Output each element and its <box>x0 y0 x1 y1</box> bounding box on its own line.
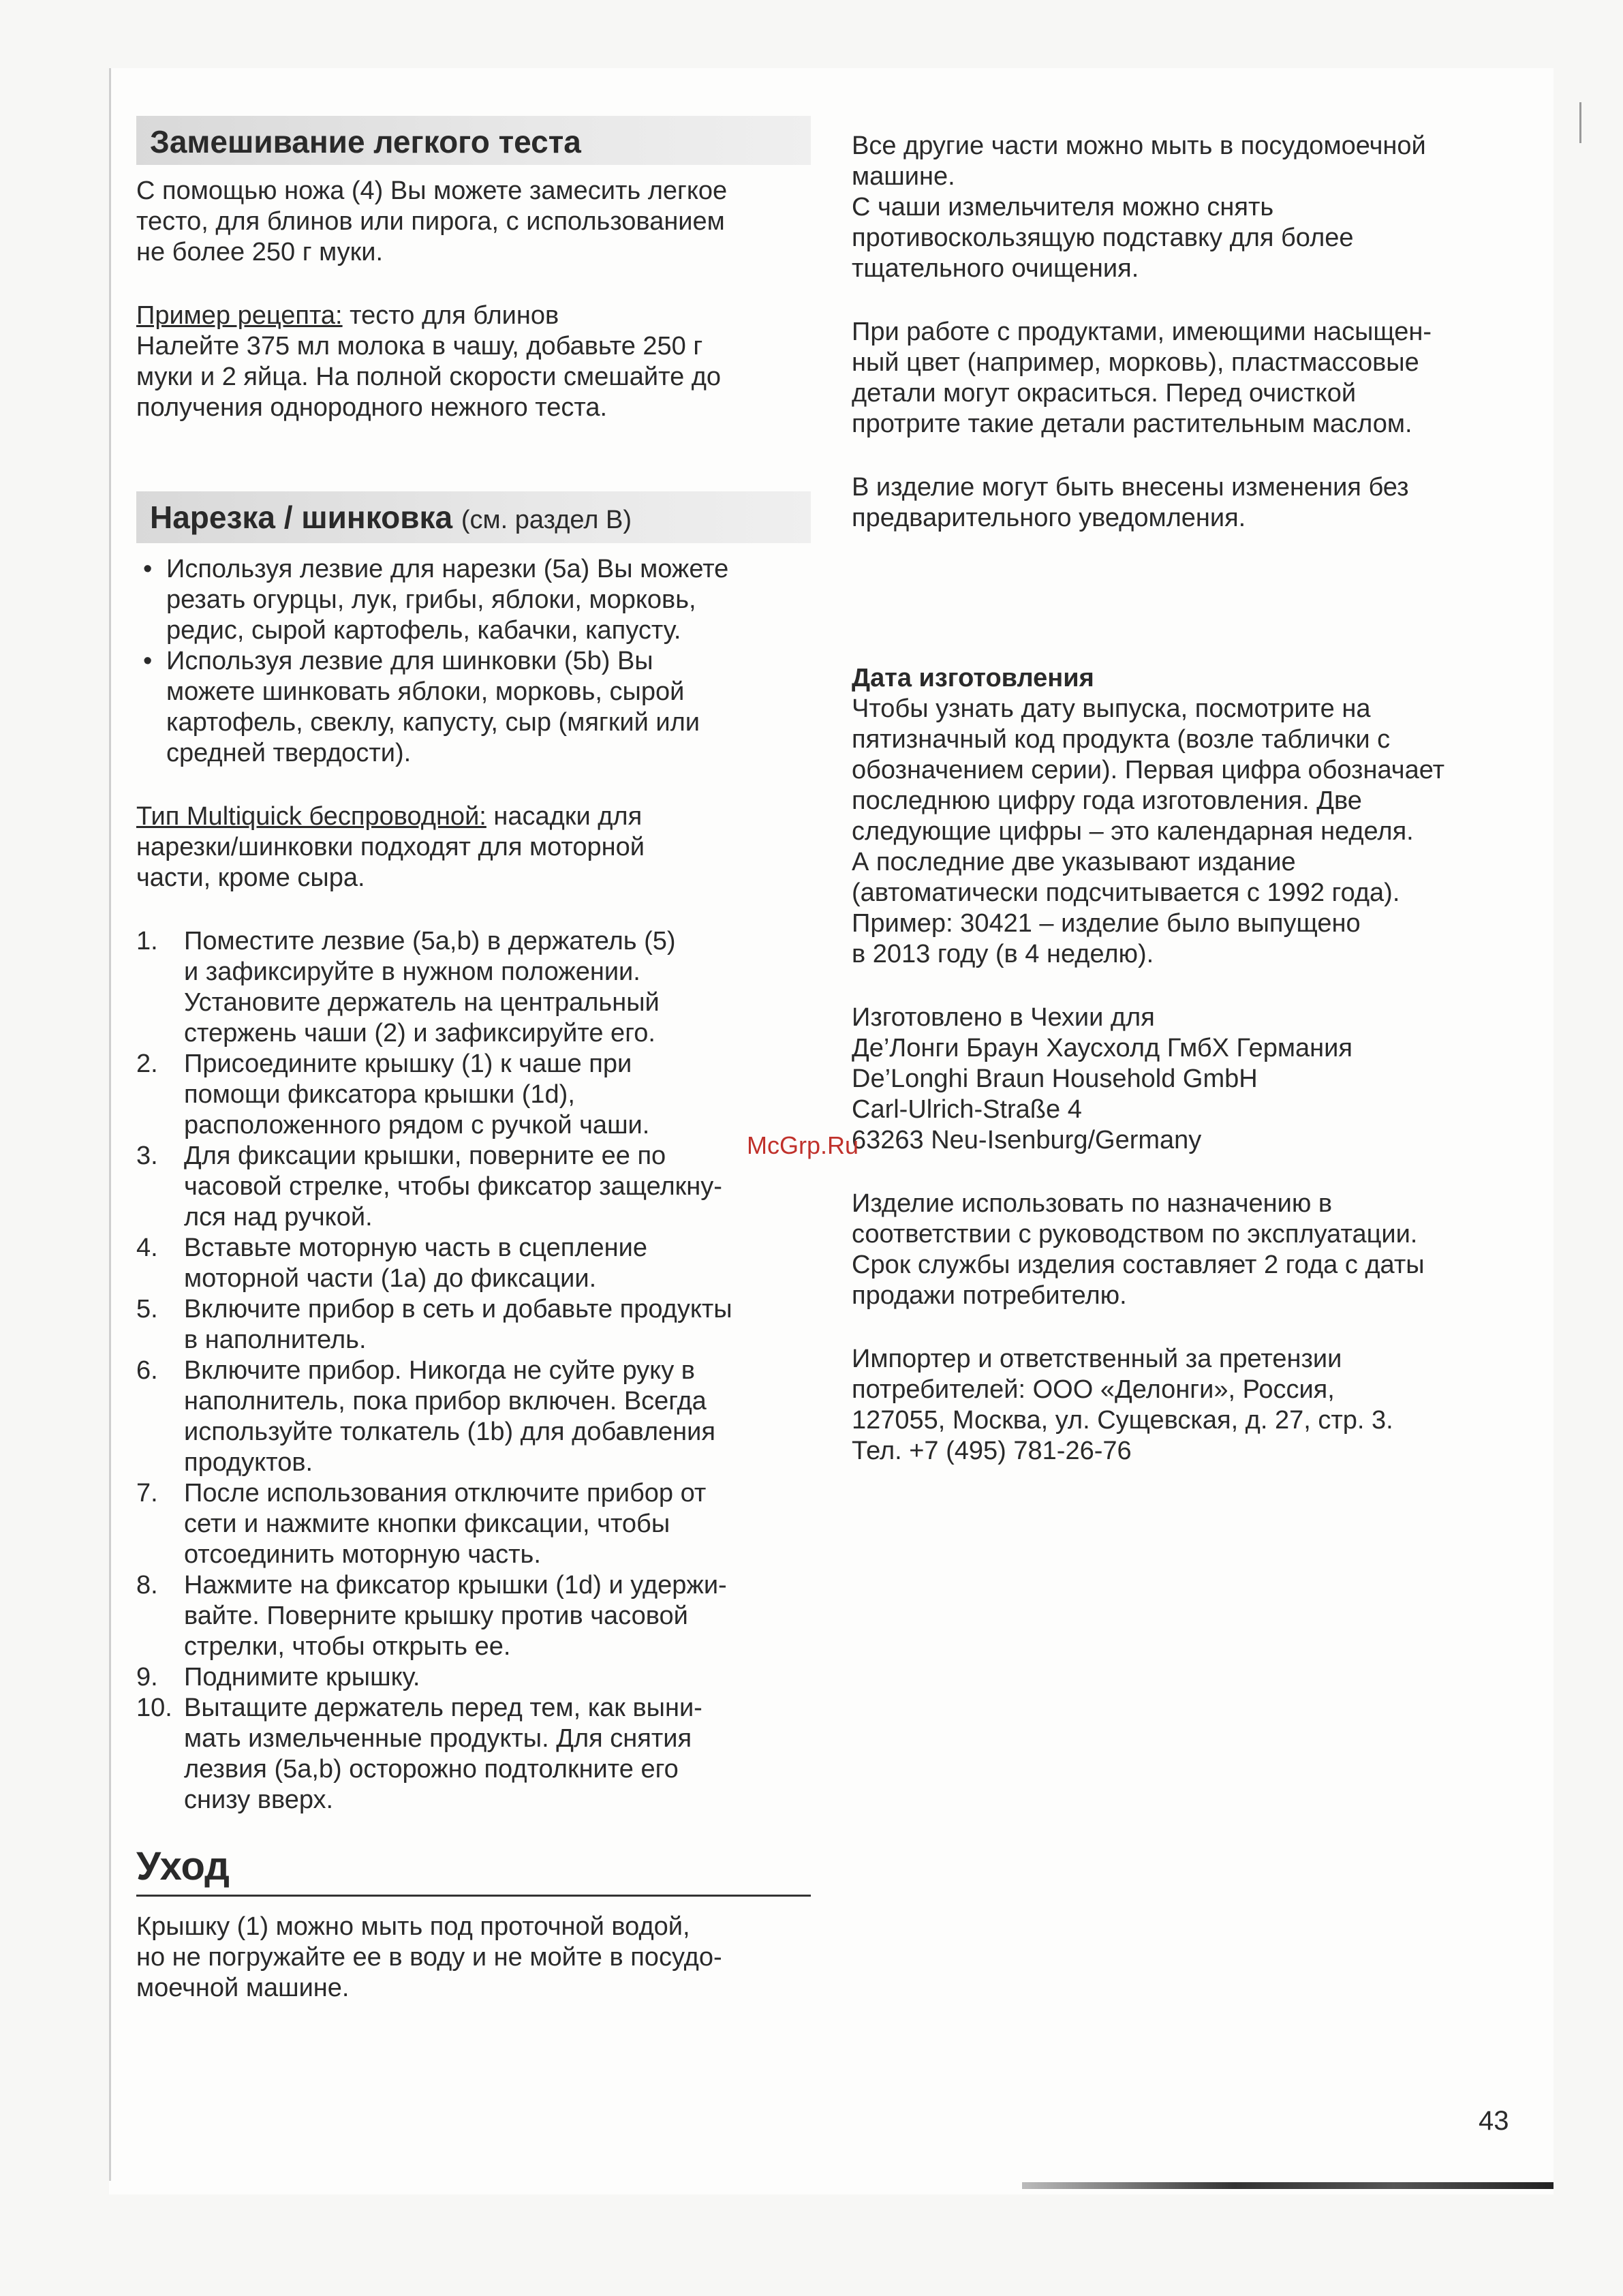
step-number: 6. <box>136 1356 158 1385</box>
recipe-line: получения однородного нежного теста. <box>136 393 608 422</box>
slicing-title: Нарезка / шинковка <box>150 500 453 535</box>
recipe-label: Пример рецепта: <box>136 301 343 330</box>
bullet-item <box>136 646 811 769</box>
recipe-line: муки и 2 яйца. На полной скорости смешайте до <box>136 363 722 391</box>
step-line: Вставьте моторную часть в сцепление <box>184 1234 647 1262</box>
step-line: лезвия (5a,b) осторожно подтолкните его <box>184 1755 679 1784</box>
step-line: Для фиксации крышки, поверните ее по <box>184 1142 666 1170</box>
date-line: обозначением серии). Первая цифра обозначает <box>852 756 1444 784</box>
scan-edge-bottom <box>1022 2182 1554 2189</box>
recipe-line: Налейте 375 мл молока в чашу, добавьте 250 г <box>136 332 703 361</box>
bullet-item <box>136 554 811 646</box>
date-line: (автоматически подсчитывается с 1992 года). <box>852 878 1400 907</box>
watermark-link[interactable]: McGrp.Ru <box>747 1131 859 1159</box>
left-column <box>136 116 811 2004</box>
step-item <box>136 926 811 1049</box>
maker-line: Carl-Ulrich-Straße 4 <box>852 1095 1082 1124</box>
wash-line: С чаши измельчителя можно снять <box>852 193 1274 221</box>
color-line: протрите такие детали растительным маслом. <box>852 410 1412 438</box>
step-line: и зафиксируйте в нужном положении. <box>184 958 640 986</box>
step-line: часовой стрелке, чтобы фиксатор защелкну- <box>184 1172 722 1201</box>
step-line: стрелки, чтобы открыть ее. <box>184 1632 511 1661</box>
recipe-intro <box>136 301 811 331</box>
importer-line: Импортер и ответственный за претензии <box>852 1345 1342 1373</box>
step-item <box>136 1693 811 1816</box>
dough-heading: Замешивание легкого теста <box>136 116 811 165</box>
maker-line: 63263 Neu-Isenburg/Germany <box>852 1126 1202 1154</box>
right-column <box>852 131 1533 1467</box>
color-line: детали могут окраситься. Перед очисткой <box>852 379 1357 408</box>
type-line: части, кроме сыра. <box>136 863 365 892</box>
page-number: 43 <box>1479 2106 1509 2136</box>
care-heading: Уход <box>136 1843 811 1897</box>
bullet-line: резать огурцы, лук, грибы, яблоки, морковь, <box>166 585 696 614</box>
slicing-subtitle: (см. раздел В) <box>461 506 632 534</box>
step-number: 5. <box>136 1295 158 1323</box>
step-item <box>136 1570 811 1662</box>
date-heading: Дата изготовления <box>852 664 1094 692</box>
changes-line: предварительного уведомления. <box>852 504 1246 532</box>
step-line: расположенного рядом с ручкой чаши. <box>184 1111 650 1139</box>
step-line: помощи фиксатора крышки (1d), <box>184 1080 575 1109</box>
step-line: отсоединить моторную часть. <box>184 1540 541 1569</box>
step-item <box>136 1233 811 1294</box>
step-line: снизу вверх. <box>184 1786 334 1814</box>
step-line: стержень чаши (2) и зафиксируйте его. <box>184 1019 655 1047</box>
color-line: ный цвет (например, морковь), пластмассовые <box>852 348 1419 377</box>
step-line: Включите прибор в сеть и добавьте продукты <box>184 1295 732 1323</box>
date-line: следующие цифры – это календарная неделя. <box>852 817 1414 846</box>
date-line: последнюю цифру года изготовления. Две <box>852 786 1362 815</box>
steps-list <box>136 926 811 1816</box>
step-item <box>136 1662 811 1693</box>
step-line: сети и нажмите кнопки фиксации, чтобы <box>184 1510 670 1538</box>
step-line: Поднимите крышку. <box>184 1663 420 1692</box>
step-line: вайте. Поверните крышку против часовой <box>184 1602 688 1630</box>
wash-line: Все другие части можно мыть в посудомоечной <box>852 132 1426 160</box>
step-item <box>136 1141 811 1233</box>
use-line: Срок службы изделия составляет 2 года с даты <box>852 1251 1425 1279</box>
step-line: в наполнитель. <box>184 1326 367 1354</box>
dough-line: С помощью ножа (4) Вы можете замесить легкое <box>136 177 728 205</box>
step-line: Вытащите держатель перед тем, как выни- <box>184 1694 702 1722</box>
step-number: 3. <box>136 1142 158 1170</box>
step-item <box>136 1049 811 1141</box>
step-number: 1. <box>136 927 158 955</box>
step-item <box>136 1478 811 1570</box>
step-line: моторной части (1а) до фиксации. <box>184 1264 597 1293</box>
bullet-line: • Используя лезвие для шинковки (5b) Вы <box>166 647 653 675</box>
importer-line: 127055, Москва, ул. Сущевская, д. 27, стр. 3. <box>852 1406 1393 1435</box>
changes-line: В изделие могут быть внесены изменения без <box>852 473 1409 502</box>
bullet-line: можете шинковать яблоки, морковь, сырой <box>166 677 685 706</box>
maker-line: Де’Лонги Браун Хаусхолд ГмбХ Германия <box>852 1034 1352 1062</box>
step-number: 8. <box>136 1571 158 1599</box>
use-line: соответствии с руководством по эксплуатации. <box>852 1220 1418 1249</box>
type-rest: насадки для <box>486 802 643 831</box>
importer-line: Тел. +7 (495) 781-26-76 <box>852 1437 1132 1465</box>
type-intro <box>136 801 811 832</box>
wash-line: тщательного очищения. <box>852 254 1139 283</box>
step-number: 10. <box>136 1694 172 1722</box>
importer-line: потребителей: ООО «Делонги», Россия, <box>852 1375 1335 1404</box>
care-line: Крышку (1) можно мыть под проточной водой, <box>136 1912 690 1941</box>
step-line: мать измельченные продукты. Для снятия <box>184 1724 692 1753</box>
step-item <box>136 1294 811 1356</box>
use-line: Изделие использовать по назначению в <box>852 1189 1333 1218</box>
step-line: наполнитель, пока прибор включен. Всегда <box>184 1387 707 1415</box>
step-number: 2. <box>136 1050 158 1078</box>
dough-line: тесто, для блинов или пирога, с использованием <box>136 207 725 236</box>
bullet-line: средней твердости). <box>166 739 412 767</box>
use-line: продажи потребителю. <box>852 1281 1127 1310</box>
care-line: но не погружайте ее в воду и не мойте в посудо- <box>136 1943 722 1972</box>
type-label: Тип Multiquick беспроводной: <box>136 802 486 831</box>
maker-line: De’Longhi Braun Household GmbH <box>852 1065 1258 1093</box>
wash-line: машине. <box>852 162 955 191</box>
color-line: При работе с продуктами, имеющими насыщен- <box>852 318 1432 346</box>
step-line: Поместите лезвие (5a,b) в держатель (5) <box>184 927 676 955</box>
step-line: лся над ручкой. <box>184 1203 373 1231</box>
date-line: Чтобы узнать дату выпуска, посмотрите на <box>852 694 1371 723</box>
bullet-line: редис, сырой картофель, кабачки, капусту. <box>166 616 681 645</box>
type-line: нарезки/шинковки подходят для моторной <box>136 833 645 861</box>
slicing-heading <box>136 491 811 543</box>
scan-edge-left <box>109 68 111 2181</box>
step-line: продуктов. <box>184 1448 313 1477</box>
bullet-line: картофель, свеклу, капусту, сыр (мягкий или <box>166 708 700 737</box>
care-line: моечной машине. <box>136 1974 350 2002</box>
date-line: в 2013 году (в 4 неделю). <box>852 940 1154 968</box>
step-number: 9. <box>136 1663 158 1692</box>
date-line: А последние две указывают издание <box>852 848 1296 876</box>
step-line: После использования отключите прибор от <box>184 1479 707 1507</box>
date-line: пятизначный код продукта (возле таблички с <box>852 725 1391 754</box>
step-number: 7. <box>136 1479 158 1507</box>
step-item <box>136 1356 811 1478</box>
step-line: Нажмите на фиксатор крышки (1d) и удержи- <box>184 1571 727 1599</box>
step-line: Установите держатель на центральный <box>184 988 660 1017</box>
date-line: Пример: 30421 – изделие было выпущено <box>852 909 1361 938</box>
slicing-bullets <box>136 554 811 769</box>
step-line: Включите прибор. Никогда не суйте руку в <box>184 1356 695 1385</box>
wash-line: противоскользящую подставку для более <box>852 224 1354 252</box>
step-number: 4. <box>136 1234 158 1262</box>
maker-line: Изготовлено в Чехии для <box>852 1003 1155 1032</box>
step-line: Присоедините крышку (1) к чаше при <box>184 1050 632 1078</box>
bullet-line: • Используя лезвие для нарезки (5а) Вы можете <box>166 555 729 583</box>
dough-line: не более 250 г муки. <box>136 238 384 266</box>
recipe-title: тесто для блинов <box>342 301 559 330</box>
scan-edge-right <box>1579 102 1581 143</box>
step-line: используйте толкатель (1b) для добавления <box>184 1418 715 1446</box>
